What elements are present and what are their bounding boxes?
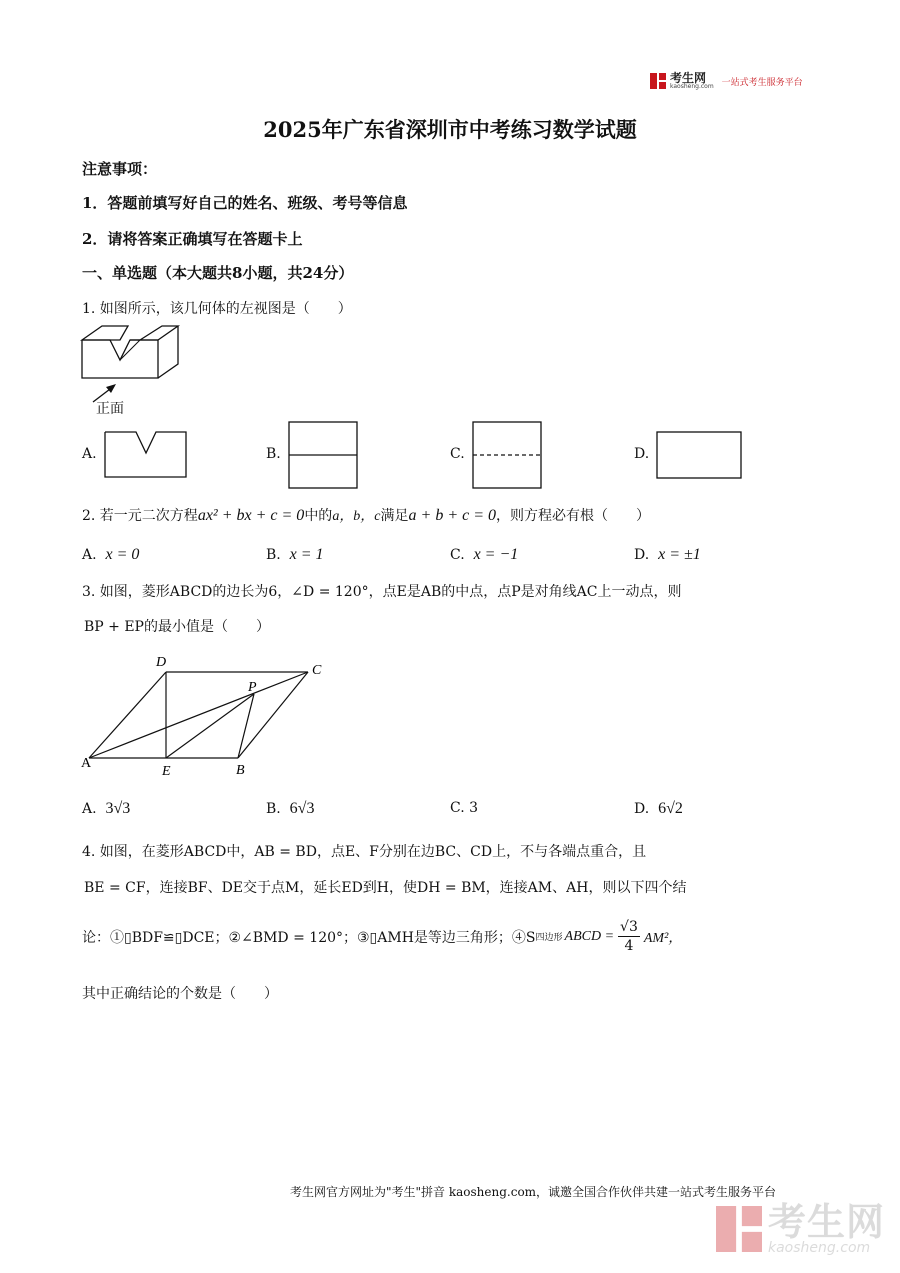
kaosheng-logo-icon bbox=[650, 73, 666, 89]
q2-option-d-label: D. bbox=[634, 547, 650, 563]
q1-option-a-figure bbox=[104, 431, 188, 479]
q2-option-c-value: x = −1 bbox=[473, 546, 519, 563]
q3-option-b-label: B. bbox=[266, 801, 281, 817]
notice-heading: 注意事项： bbox=[82, 160, 158, 178]
notice-item-1: 1．答题前填写好自己的姓名、班级、考号等信息 bbox=[82, 194, 408, 212]
q3-option-b bbox=[266, 800, 314, 818]
q2-option-c bbox=[450, 546, 518, 564]
page-title: 2025年广东省深圳市中考练习数学试题 bbox=[263, 117, 637, 142]
logo-url: kaosheng.com bbox=[670, 83, 714, 90]
q4-subscript: 四边形 bbox=[535, 933, 563, 943]
section-heading: 一、单选题（本大题共8小题，共24分） bbox=[82, 264, 354, 282]
notice-item-2: 2．请将答案正确填写在答题卡上 bbox=[82, 230, 303, 248]
q2-option-b-label: B. bbox=[266, 547, 281, 563]
question-3-line-2: BP + EP的最小值是（ ） bbox=[84, 619, 270, 635]
q3-option-d-value: 6√2 bbox=[658, 800, 683, 817]
q1-option-c-figure bbox=[472, 421, 544, 491]
q3-option-c bbox=[450, 800, 478, 816]
q2-part-3: 满足 bbox=[380, 508, 409, 524]
q1-solid-figure bbox=[78, 322, 182, 420]
question-3-line-1: 3. 如图，菱形ABCD的边长为6，∠D = 120°，点E是AB的中点，点P是对角线AC上一动点，则 bbox=[82, 584, 682, 600]
logo-name: 考生网 bbox=[670, 71, 707, 85]
q2-option-a-label: A. bbox=[82, 547, 97, 563]
header-logo bbox=[650, 72, 803, 90]
watermark-url: kaosheng.com bbox=[768, 1240, 871, 1256]
question-4-line-1: 4. 如图，在菱形ABCD中，AB = BD，点E、F分别在边BC、CD上，不与各端点重合，且 bbox=[82, 844, 647, 860]
q2-option-b-value: x = 1 bbox=[289, 546, 324, 563]
q2-option-c-label: C. bbox=[450, 547, 465, 563]
watermark bbox=[716, 1200, 886, 1256]
q4-area-label: ABCD = bbox=[564, 928, 615, 944]
q2-part-2: 中的 bbox=[304, 508, 333, 524]
q1-option-b-figure bbox=[288, 421, 360, 491]
q3-label-a: A bbox=[81, 756, 92, 771]
question-1-text: 1. 如图所示，该几何体的左视图是（ ） bbox=[82, 301, 352, 317]
q3-label-p: P bbox=[248, 680, 257, 695]
q2-option-d bbox=[634, 546, 701, 564]
logo-slogan: 一站式考生服务平台 bbox=[721, 77, 803, 88]
question-2-text bbox=[82, 505, 650, 525]
q4-am-squared: AM²， bbox=[643, 930, 683, 946]
q2-option-b bbox=[266, 546, 324, 564]
question-4-line-3 bbox=[82, 918, 682, 955]
q1-option-d-figure bbox=[656, 431, 742, 479]
q2-option-a bbox=[82, 546, 139, 564]
watermark-name: 考生网 bbox=[768, 1200, 886, 1244]
q4-fraction-denominator: 4 bbox=[624, 938, 634, 954]
question-4-line-2: BE = CF，连接BF、DE交于点M，延长ED到H，使DH = BM，连接AM、AH，则以下四个结 bbox=[84, 880, 687, 896]
q3-option-a-value: 3√3 bbox=[105, 800, 131, 817]
footer-text: 考生网官方网址为"考生"拼音 kaosheng.com，诚邀全国合作伙伴共建一站式考生服务平台 bbox=[290, 1185, 777, 1199]
q3-option-d bbox=[634, 800, 683, 818]
question-4-line-4: 其中正确结论的个数是（ ） bbox=[82, 986, 278, 1002]
q1-option-a-label: A. bbox=[82, 446, 97, 462]
q2-option-d-value: x = ±1 bbox=[658, 546, 701, 563]
q3-label-b: B bbox=[236, 763, 245, 778]
q3-label-e: E bbox=[162, 764, 171, 779]
q2-equation-1: ax² + bx + c = 0 bbox=[197, 507, 305, 524]
q3-rhombus-figure bbox=[80, 650, 330, 780]
q3-option-a bbox=[82, 800, 130, 818]
q2-equation-2: a + b + c = 0 bbox=[408, 507, 497, 524]
watermark-logo-icon bbox=[716, 1206, 762, 1252]
q2-part-4: ，则方程必有根（ ） bbox=[496, 508, 651, 524]
q3-option-c-label: C. 3 bbox=[450, 800, 479, 816]
q1-option-b-label: B. bbox=[266, 446, 281, 462]
q4-fraction bbox=[618, 918, 640, 955]
q3-label-d: D bbox=[156, 655, 167, 670]
q4-fraction-numerator: √3 bbox=[620, 919, 638, 935]
q1-figure-label: 正面 bbox=[96, 401, 124, 417]
q3-option-b-value: 6√3 bbox=[289, 800, 315, 817]
q2-vars: a，b，c bbox=[332, 509, 381, 524]
q2-option-a-value: x = 0 bbox=[105, 546, 140, 563]
q1-option-d-label: D. bbox=[634, 446, 650, 462]
q3-option-d-label: D. bbox=[634, 801, 650, 817]
q1-option-c-label: C. bbox=[450, 446, 465, 462]
q3-option-a-label: A. bbox=[82, 801, 97, 817]
q3-label-c: C bbox=[312, 663, 322, 678]
q2-part-1: 2. 若一元二次方程 bbox=[82, 508, 198, 524]
q4-conclusions: 论：①▯BDF≌▯DCE；②∠BMD = 120°；③▯AMH是等边三角形；④S bbox=[82, 929, 536, 946]
